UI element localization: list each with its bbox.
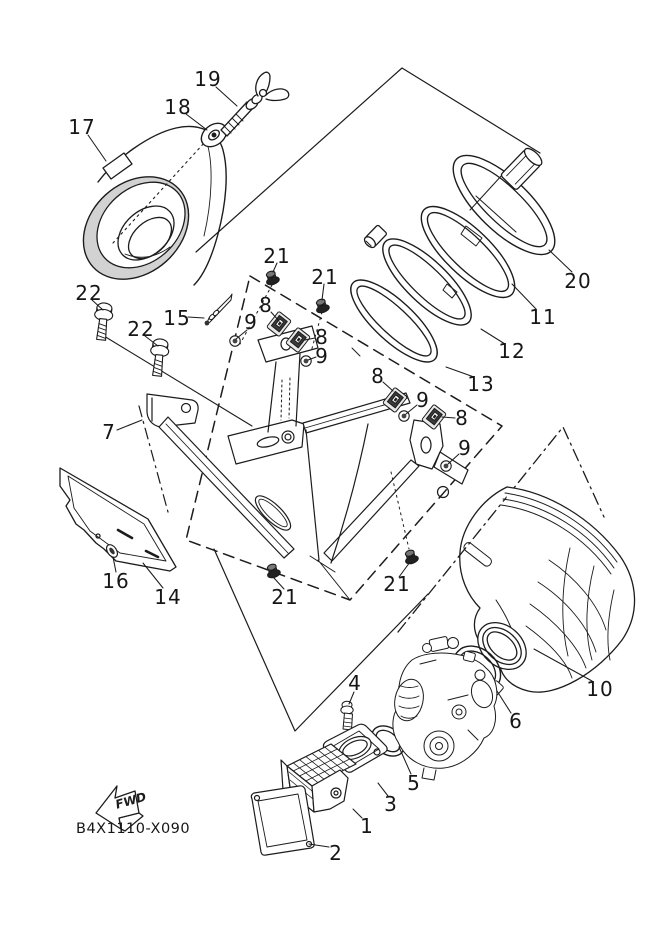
callout-17: 17 (68, 115, 96, 139)
callout-8: 8 (371, 364, 385, 388)
callout-9: 9 (416, 388, 430, 412)
callout-21: 21 (263, 244, 291, 268)
callout-8: 8 (315, 325, 329, 349)
callout-21: 21 (311, 265, 339, 289)
callout-9: 9 (458, 436, 472, 460)
callout-21: 21 (271, 585, 299, 609)
callout-14: 14 (154, 585, 182, 609)
callout-21: 21 (383, 572, 411, 596)
callout-3: 3 (384, 792, 398, 816)
diagram-code: B4X1110-X090 (76, 821, 191, 837)
callout-11: 11 (529, 305, 557, 329)
callout-16: 16 (102, 569, 130, 593)
callout-9: 9 (315, 344, 329, 368)
callout-15: 15 (163, 306, 191, 330)
callout-19: 19 (194, 67, 222, 91)
callout-8: 8 (455, 406, 469, 430)
callout-12: 12 (498, 339, 526, 363)
callout-6: 6 (509, 709, 523, 733)
callout-9: 9 (244, 310, 258, 334)
callout-4: 4 (348, 671, 362, 695)
callout-8: 8 (259, 293, 273, 317)
callout-7: 7 (102, 420, 116, 444)
callout-22: 22 (75, 281, 103, 305)
callout-5: 5 (407, 771, 421, 795)
callout-2: 2 (329, 841, 343, 865)
callout-20: 20 (564, 269, 592, 293)
callout-22: 22 (127, 317, 155, 341)
callout-13: 13 (467, 372, 495, 396)
fwd-label: FWD (113, 789, 148, 812)
callout-10: 10 (586, 677, 614, 701)
callout-18: 18 (164, 95, 192, 119)
callout-1: 1 (360, 814, 374, 838)
